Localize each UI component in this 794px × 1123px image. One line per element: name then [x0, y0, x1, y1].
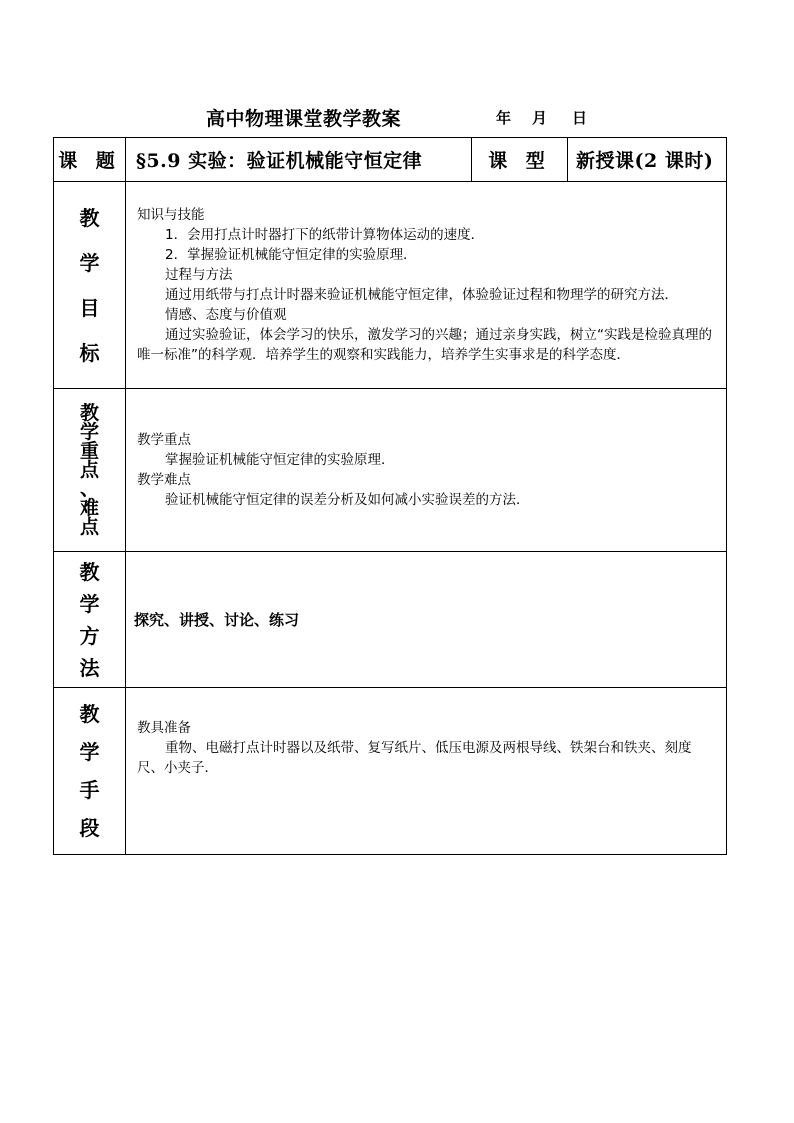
methods-content: 探究、讲授、讨论、练习: [126, 552, 727, 688]
difficulty-text: 验证机械能守恒定律的误差分析及如何减小实验误差的方法．: [165, 492, 530, 508]
date-month-label: 月: [532, 109, 548, 127]
objectives-heading-process: 过程与方法: [165, 267, 233, 283]
means-heading: 教具准备: [137, 720, 191, 736]
key-points-row: [54, 389, 727, 552]
objectives-label: 教 学 目 标: [54, 182, 126, 389]
date-year-label: 年: [496, 109, 512, 127]
topic-row: [54, 138, 727, 182]
objectives-content: [126, 182, 727, 389]
objectives-item-2: 2．掌握验证机械能守恒定律的实验原理．: [165, 247, 417, 263]
objectives-item-1: 1．会用打点计时器打下的纸带计算物体运动的速度．: [165, 227, 485, 243]
objectives-process-text: 通过用纸带与打点计时器来验证机械能守恒定律，体验验证过程和物理学的研究方法．: [165, 287, 678, 303]
type-label: 课 型: [472, 138, 568, 182]
methods-row: [54, 552, 727, 688]
date-day-label: 日: [572, 109, 588, 127]
means-label: 教 学 手 段: [54, 688, 126, 855]
key-points-content: [126, 389, 727, 552]
objectives-heading-attitude: 情感、态度与价值观: [165, 307, 287, 323]
document-title: 高中物理课堂教学教案: [206, 108, 402, 130]
lesson-plan-table: [53, 137, 727, 855]
means-row: [54, 688, 727, 855]
topic-label: 课 题: [54, 138, 126, 182]
page-header: [0, 104, 794, 134]
key-point-text: 掌握验证机械能守恒定律的实验原理．: [165, 452, 395, 468]
difficulty-heading: 教学难点: [137, 472, 191, 488]
type-value: 新授课(2 课时): [568, 138, 727, 182]
objectives-row: [54, 182, 727, 389]
topic-value: §5.9 实验：验证机械能守恒定律: [126, 138, 472, 182]
means-text: 重物、电磁打点计时器以及纸带、复写纸片、低压电源及两根导线、铁架台和铁夹、刻度尺、小夹子．: [137, 740, 692, 776]
means-content: [126, 688, 727, 855]
objectives-attitude-text: 通过实验验证，体会学习的快乐，激发学习的兴趣；通过亲身实践，树立“实践是检验真理的唯一标准”的科学观．培养学生的观察和实践能力，培养学生实事求是的科学态度．: [137, 327, 712, 363]
methods-label: 教 学 方 法: [54, 552, 126, 688]
key-point-heading: 教学重点: [137, 432, 191, 448]
objectives-heading-knowledge: 知识与技能: [137, 207, 205, 223]
key-points-label: 教 学 重 点 、 难 点: [54, 389, 126, 552]
